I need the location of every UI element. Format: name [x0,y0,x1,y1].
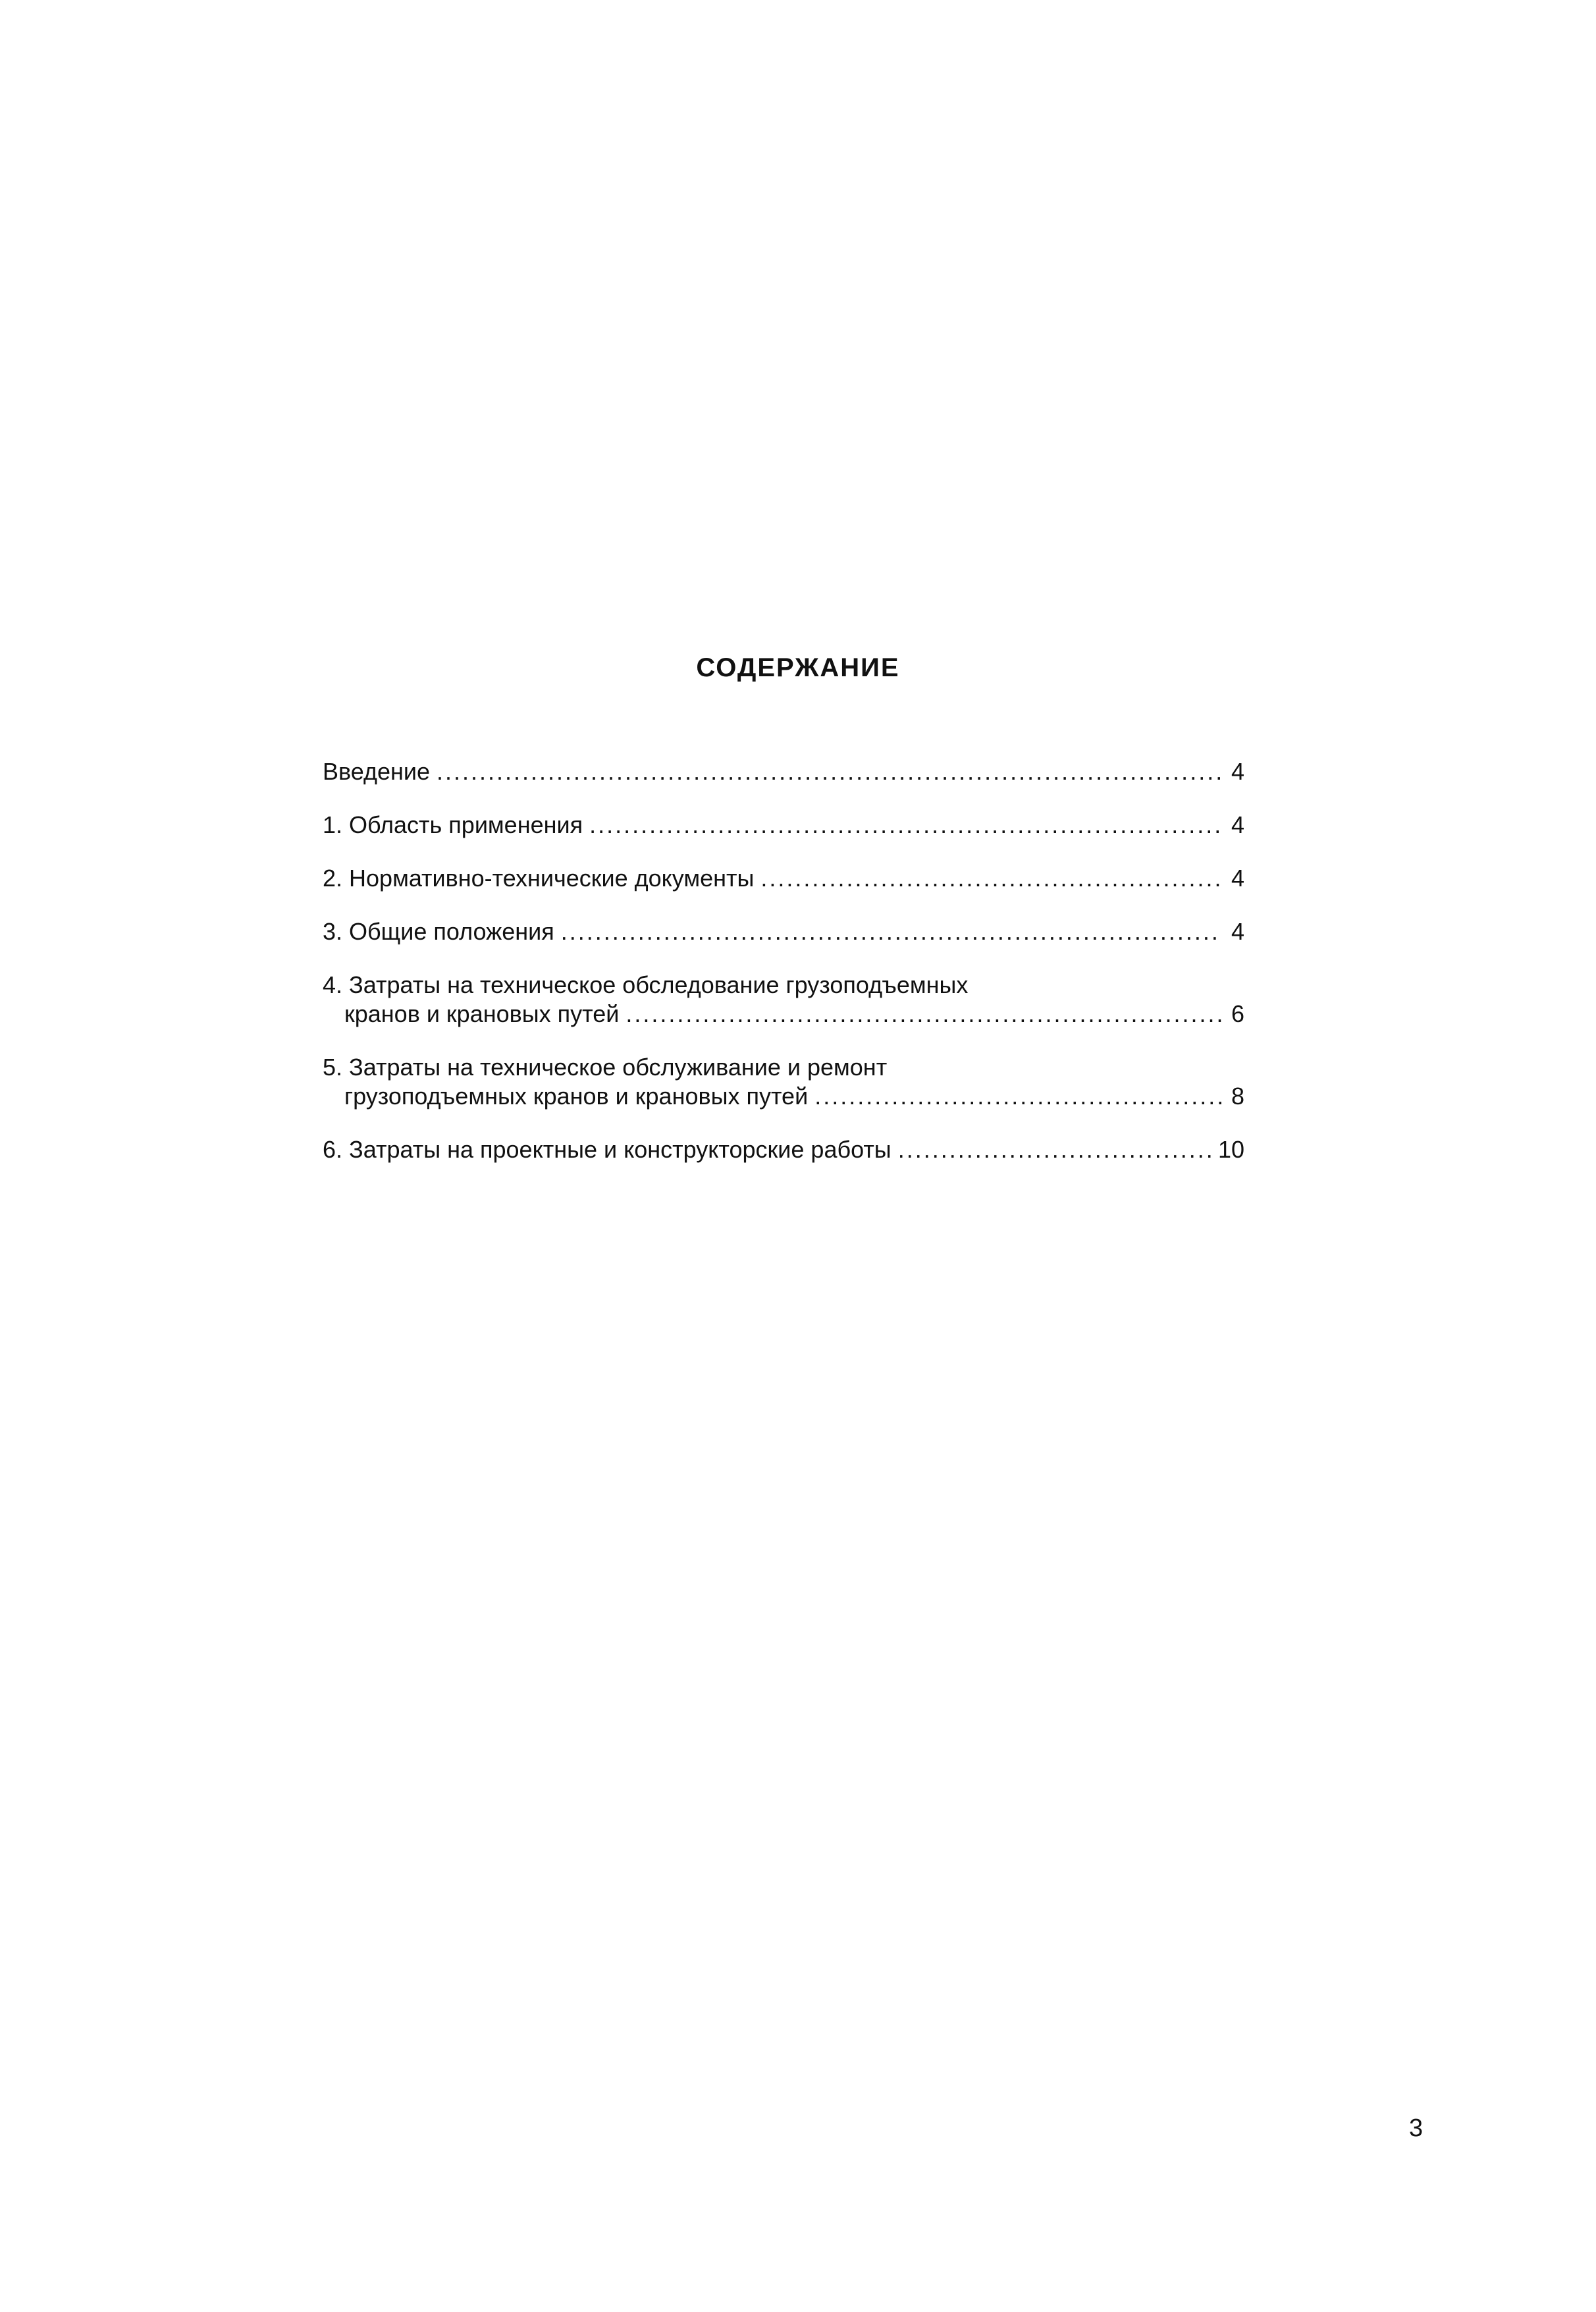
toc-entry-page: 4 [1231,865,1244,892]
toc-entry-label: Введение [323,758,431,785]
toc-leader-dots [625,1000,1222,1029]
toc-entry-page: 4 [1231,811,1244,838]
toc-entry-label-line2: кранов и крановых путей [344,1000,620,1027]
toc-entry-2 [323,864,1244,893]
toc-leader-dots [814,1082,1222,1111]
toc-entry-label: 2. Нормативно-технические документы [323,865,755,892]
toc-entry-page: 6 [1231,1000,1244,1027]
toc-entry-3 [323,917,1244,946]
page-number: 3 [1409,2114,1423,2142]
toc-leader-dots [561,917,1222,946]
toc-entry-page: 4 [1231,918,1244,945]
toc-title: СОДЕРЖАНИЕ [696,653,900,682]
toc-entry-page: 10 [1217,1136,1244,1163]
toc-entry-label: 1. Область применения [323,811,583,838]
toc-leader-dots [898,1135,1211,1164]
toc-item-line [323,1000,1244,1029]
toc-entry-page: 8 [1231,1083,1244,1110]
toc-entry-label: 6. Затраты на проектные и конструкторские работы [323,1136,891,1163]
table-of-contents [323,757,1244,1189]
toc-entry-label-line1: 4. Затраты на техническое обследование грузоподъемных [323,971,969,998]
toc-entry-label-line2: грузоподъемных кранов и крановых путей [344,1083,809,1110]
toc-item-line [323,917,1244,946]
toc-entry-1 [323,811,1244,840]
toc-entry-introduction [323,757,1244,786]
toc-entry-6 [323,1135,1244,1164]
toc-item-line [323,757,1244,786]
toc-item-line [323,864,1244,893]
toc-item-line [323,1082,1244,1111]
toc-entry-page: 4 [1231,758,1244,785]
toc-item-line [323,1135,1244,1164]
toc-entry-5 [323,1053,1244,1111]
toc-entry-label: 3. Общие положения [323,918,554,945]
toc-leader-dots [437,757,1222,786]
toc-leader-dots [589,811,1222,840]
toc-item-line [323,811,1244,840]
toc-entry-label-line1: 5. Затраты на техническое обслуживание и ремонт [323,1054,888,1081]
toc-leader-dots [760,864,1222,893]
toc-entry-4 [323,971,1244,1029]
